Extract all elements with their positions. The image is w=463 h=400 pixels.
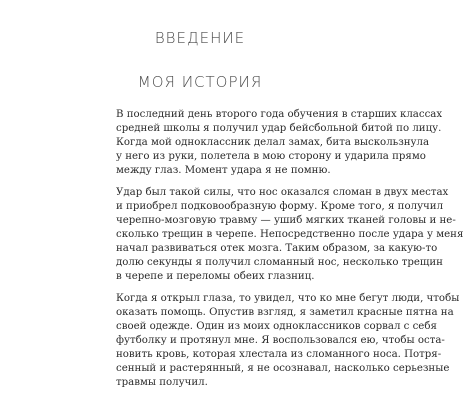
text-line: сколько трещин в черепе. Непосредственно после удара у меня [116,229,463,240]
text-line: у него из руки, полетела в мою сторону и ударила прямо [116,151,426,162]
text-line: между глаз. Момент удара я не помню. [116,165,331,176]
text-line: оказать помощь. Опустив взгляд, я заметил красные пятна на [116,307,454,318]
text-line: сенный и растерянный, я не осознавал, насколько серьезные [116,363,450,374]
text-line: Удар был такой силы, что нос оказался сломан в двух местах [116,187,449,198]
text-line: Когда мой одноклассник делал замах, бита выскользнула [116,137,430,148]
chapter-title: МОЯ ИСТОРИЯ [137,73,263,91]
section-heading: ВВЕДЕНИЕ [154,29,246,47]
text-line: футболку и протянул мне. Я воспользовался ею, чтобы оста- [116,335,445,346]
text-line: долю секунды я получил сломанный нос, несколько трещин [116,257,443,268]
text-line: травмы получил. [116,377,208,388]
text-line: своей одежде. Один из моих одноклассников сорвал с себя [116,321,437,332]
text-line: и приобрел подковообразную форму. Кроме того, я получил [116,201,444,212]
text-line: В последний день второго года обучения в старших классах [116,109,443,120]
text-line: новить кровь, которая хлестала из сломанного носа. Потря- [116,349,442,360]
text-line: средней школы я получил удар бейсбольной битой по лицу. [116,123,442,134]
text-line: черепно-мозговую травму — ушиб мягких тканей головы и не- [116,215,456,226]
text-line: начал развиваться отек мозга. Таким образом, за какую-то [116,243,438,254]
text-line: Когда я открыл глаза, то увидел, что ко мне бегут люди, чтобы [116,293,460,304]
text-line: в черепе и переломы обеих глазниц. [116,271,315,282]
